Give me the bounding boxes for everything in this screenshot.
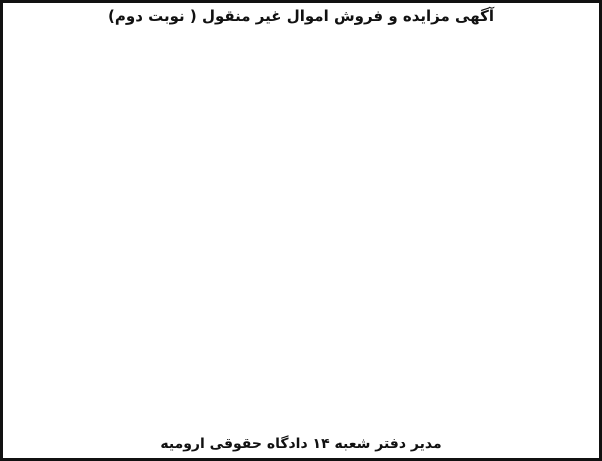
notice-title: آگهی مزایده و فروش اموال غیر منقول ( نوبت دوم) xyxy=(108,7,494,25)
footer-signature: مدیر دفتر شعبه ۱۴ دادگاه حقوقی ارومیه xyxy=(160,436,442,452)
notice-body xyxy=(17,33,587,423)
